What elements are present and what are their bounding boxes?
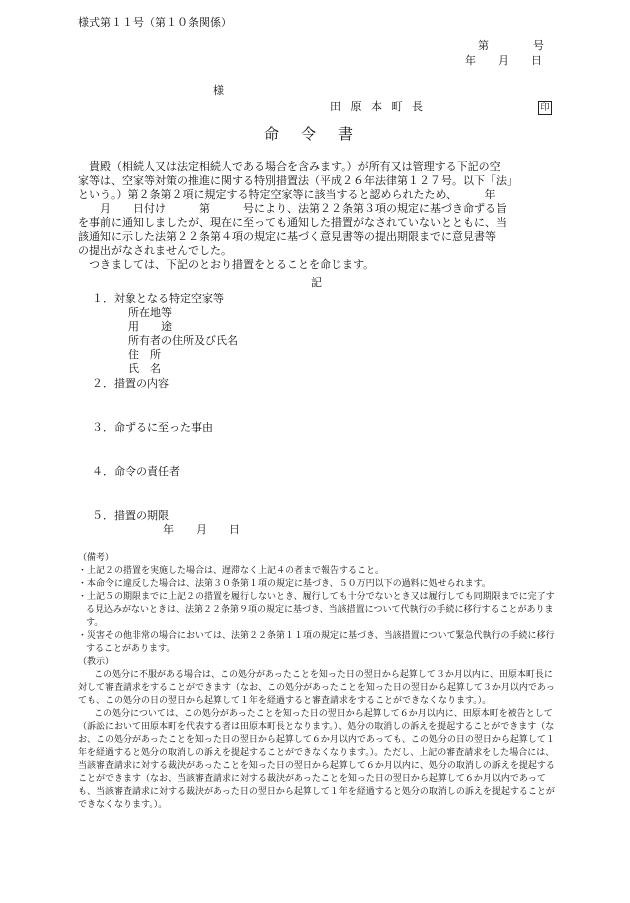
kyouji-paragraph: この処分については、この処分があったことを知った日の翌日から起算して６か月以内に、田原本町を被告として（訴訟において田原本町を代表する者は田原本町長となります。）、処分の取消しの訴えを提起することができます（なお、この処分があったことを知った日の翌日から起算して６か月以内であっても、この処分の日の翌日から起算して１年を経過すると処分の取消しの訴えを提起することができなくなります。）。ただし、上記の審査請求をした場合には、当該審査請求に対する裁決があったことを知った日の翌日から起算して６か月以内に、処分の取消しの訴えを提起することができます（なお、当該審査請求に対する裁決があったことを知った日の翌日から起算して６か月以内であっても、当該審査請求に対する裁決があった日の翌日から起算して１年を経過すると処分の取消しの訴えを提起することができなくなります。）。	[78, 709, 555, 810]
deadline-date: 年 月 日	[163, 523, 240, 536]
issuer-name: 田 原 本 町 長	[330, 100, 426, 113]
intro-line: 該通知に示した法第２２条第４項の規定に基づく意見書等の提出期限までに意見書等	[78, 230, 496, 243]
notes-section	[78, 552, 558, 812]
intro-line: 月 日付け 第 号により、法第２２条第３項の規定に基づき命ずる旨	[78, 202, 507, 215]
item-1-use: 用 途	[128, 320, 172, 333]
ki-mark: 記	[311, 276, 322, 289]
item-1-address: 住 所	[128, 348, 161, 361]
intro-paragraph	[78, 160, 552, 272]
intro-line: を事前に通知しましたが、現在に至っても通知した措置がなされていないとともに、当	[78, 216, 507, 229]
item-4-title: ４．命令の責任者	[92, 465, 180, 478]
intro-line: の提出がなされませんでした。	[78, 244, 232, 257]
intro-line: という。）第２条第２項に規定する特定空家等に該当すると認められたため、 年	[78, 188, 496, 201]
item-5-title: ５．措置の期限	[92, 509, 169, 522]
item-1-location: 所在地等	[128, 306, 172, 319]
document-number: 第 号	[478, 39, 544, 52]
bikou-label: （備考）	[78, 553, 115, 563]
command-sentence: つきましては、下記のとおり措置をとることを命じます。	[78, 258, 375, 271]
bikou-item: ・本命令に違反した場合は、法第３０条第１項の規定に基づき、５０万円以下の過料に処せられます。	[78, 579, 491, 589]
kyouji-label: （教示）	[78, 657, 115, 667]
intro-line: 家等は、空家等対策の推進に関する特別措置法（平成２６年法律第１２７号。以下「法」	[78, 174, 518, 187]
item-2-title: ２．措置の内容	[92, 377, 169, 390]
document-title: 命令書	[264, 125, 376, 143]
item-1-owner: 所有者の住所及び氏名	[128, 334, 238, 347]
seal-box: 印	[538, 101, 552, 115]
seal-mark	[538, 100, 552, 115]
item-1-name: 氏 名	[128, 362, 161, 375]
bikou-item: ・災害その他非常の場合においては、法第２２条第１１項の規定に基づき、当該措置について緊急代執行の手続に移行することがあります。	[78, 631, 555, 654]
item-1-title: １．対象となる特定空家等	[92, 292, 224, 305]
intro-line: 貴殿（相続人又は法定相続人である場合を含みます。）が所有又は管理する下記の空	[78, 160, 501, 173]
document-date: 年 月 日	[465, 54, 542, 67]
kyouji-paragraph: この処分に不服がある場合は、この処分があったことを知った日の翌日から起算して３か月以内に、田原本町長に対して審査請求をすることができます（なお、この処分があったことを知った日の翌日から起算して３か月以内であっても、この処分の日の翌日から起算して１年を経過すると審査請求をすることができなくなります。）。	[78, 670, 555, 706]
bikou-item: ・上記２の措置を実施した場合は、遅滞なく上記４の者まで報告すること。	[78, 566, 385, 576]
form-label: 様式第１１号（第１０条関係）	[78, 16, 232, 29]
bikou-item: ・上記５の期限までに上記２の措置を履行しないとき、履行しても十分でないとき又は履行しても同期限までに完了する見込みがないときは、法第２２条第９項の規定に基づき、当該措置について代執行の手続に移行することがあります。	[78, 592, 555, 628]
addressee-suffix: 様	[213, 84, 224, 97]
item-3-title: ３．命ずるに至った事由	[92, 421, 213, 434]
